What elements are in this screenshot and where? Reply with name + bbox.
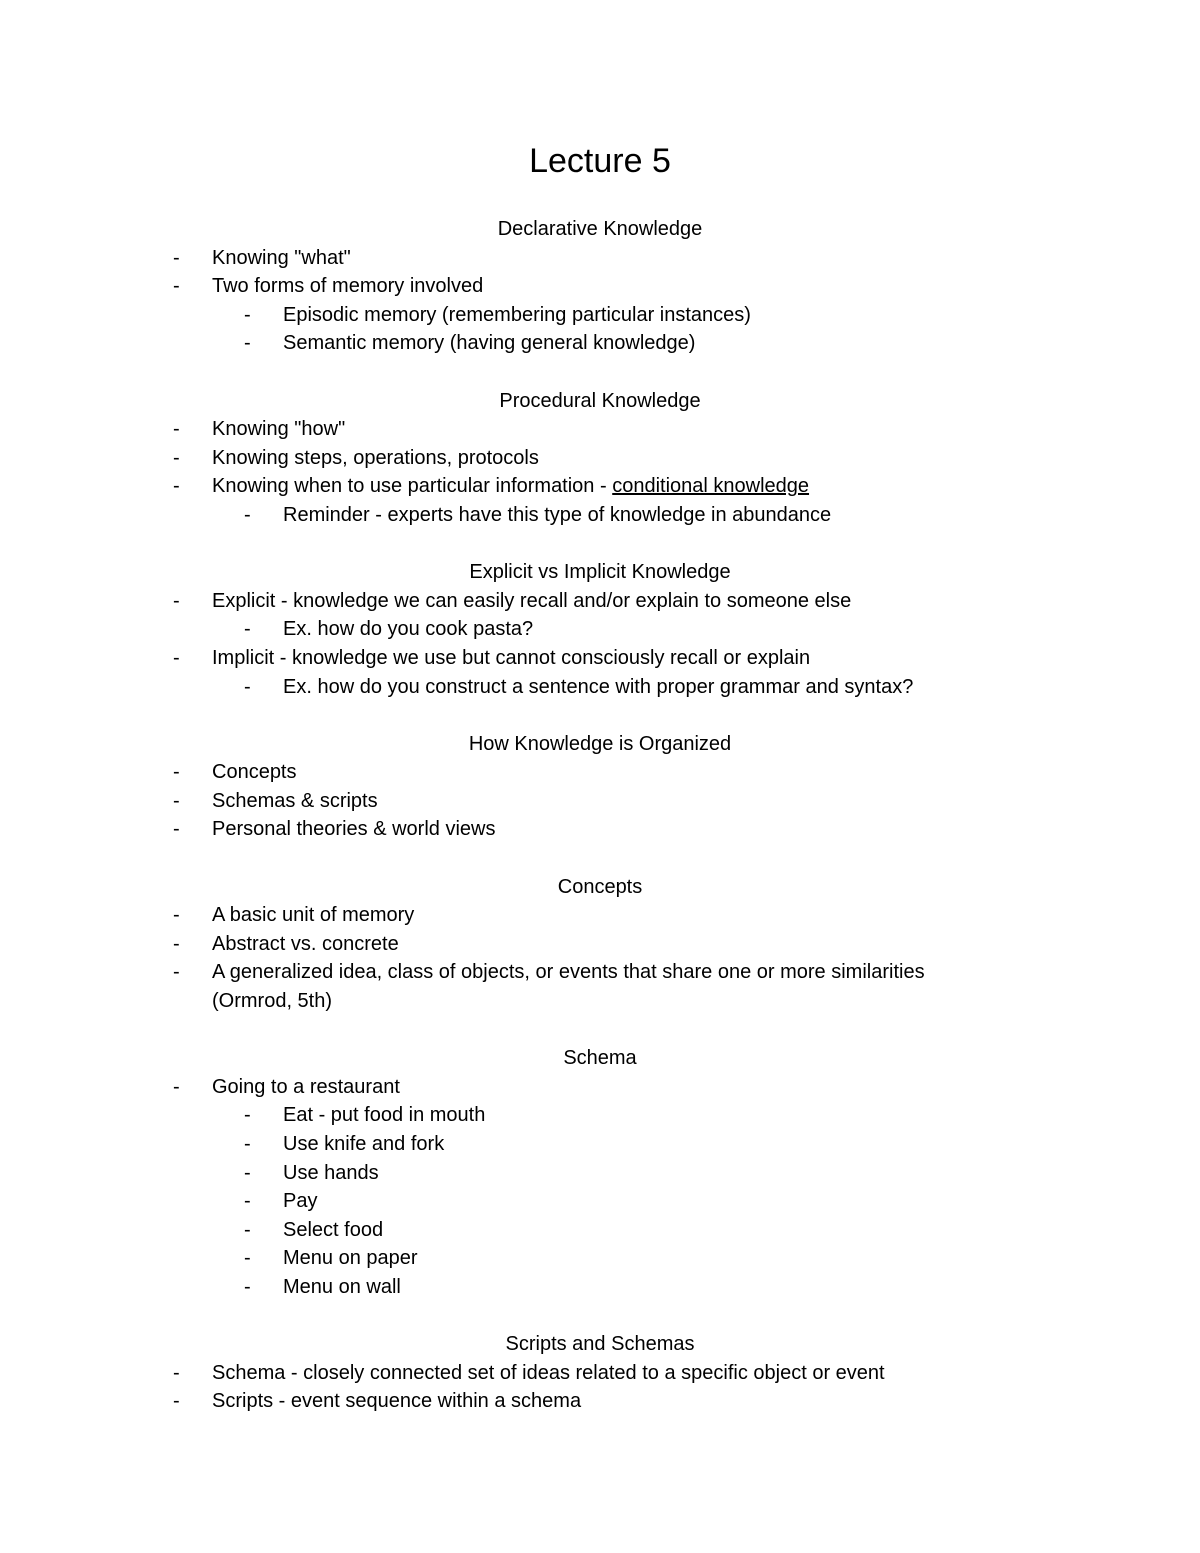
section-heading: Explicit vs Implicit Knowledge (469, 561, 731, 584)
section-heading: Scripts and Schemas (505, 1333, 695, 1356)
list-item-text: Going to a restaurant (212, 1075, 400, 1098)
list-item (0, 815, 1200, 844)
sub-list-item (0, 1130, 1200, 1159)
bullet-dash: - (173, 904, 180, 927)
bullet-dash: - (244, 1190, 251, 1213)
list-item-text: Eat - put food in mouth (283, 1104, 486, 1127)
bullet-dash: - (173, 589, 180, 612)
sub-list-item (0, 615, 1200, 644)
bullet-dash: - (244, 1247, 251, 1270)
list-item (0, 787, 1200, 816)
section-explicit-vs-implicit (0, 558, 1200, 701)
list-item (0, 244, 1200, 273)
list-item (0, 644, 1200, 673)
bullet-dash: - (173, 961, 180, 984)
bullet-dash: - (173, 246, 180, 269)
sub-list-item (0, 1244, 1200, 1273)
list-item-text: Two forms of memory involved (212, 275, 484, 298)
list-item-text: A generalized idea, class of objects, or events that share one or more similarities (Ormrod, 5th) (212, 961, 925, 1013)
list-item-text: Menu on wall (283, 1275, 401, 1298)
list-item (0, 415, 1200, 444)
list-item-text: Knowing "how" (212, 418, 346, 441)
sub-list-item (0, 673, 1200, 702)
bullet-dash: - (173, 275, 180, 298)
list-item (0, 930, 1200, 959)
list-item-text: Ex. how do you cook pasta? (283, 618, 534, 641)
bullet-dash: - (173, 646, 180, 669)
list-item (0, 1073, 1200, 1102)
page-title: Lecture 5 (529, 142, 671, 180)
list-item-text: Menu on paper (283, 1247, 418, 1270)
section-scripts-and-schemas (0, 1330, 1200, 1416)
bullet-dash: - (244, 1133, 251, 1155)
section-declarative-knowledge (0, 215, 1200, 358)
bullet-dash: - (173, 818, 180, 841)
bullet-dash: - (173, 1075, 180, 1098)
sub-list-item (0, 329, 1200, 358)
section-heading: Schema (563, 1047, 637, 1070)
sub-list-item (0, 1101, 1200, 1130)
bullet-dash: - (173, 789, 180, 812)
section-concepts (0, 873, 1200, 1016)
underlined-term: conditional knowledge (612, 475, 810, 498)
list-item-text: Semantic memory (having general knowledge) (283, 332, 696, 355)
sub-list-item (0, 501, 1200, 530)
list-item-text: Abstract vs. concrete (212, 932, 399, 955)
bullet-dash: - (173, 1390, 180, 1413)
list-item (0, 272, 1200, 301)
sub-list-item (0, 301, 1200, 330)
list-item-text: Reminder - experts have this type of knowledge in abundance (283, 503, 832, 526)
list-item-text: Explicit - knowledge we can easily recall and/or explain to someone else (212, 589, 852, 612)
list-item-text: Select food (283, 1218, 384, 1241)
list-item-text: Implicit - knowledge we use but cannot consciously recall or explain (212, 646, 811, 669)
section-heading: Declarative Knowledge (497, 218, 703, 240)
bullet-dash: - (244, 675, 251, 698)
section-schema (0, 1044, 1200, 1301)
document-body (0, 215, 1200, 1445)
list-item (0, 758, 1200, 787)
list-item (0, 901, 1200, 930)
bullet-dash: - (244, 1218, 251, 1241)
list-item-text: Pay (283, 1190, 318, 1213)
sub-list-item (0, 1159, 1200, 1188)
list-item-text: Use knife and fork (283, 1133, 445, 1155)
bullet-dash: - (173, 932, 180, 955)
bullet-dash: - (244, 332, 251, 355)
section-procedural-knowledge (0, 387, 1200, 530)
list-item-text: A basic unit of memory (212, 904, 415, 927)
bullet-dash: - (173, 1361, 180, 1384)
bullet-dash: - (173, 446, 180, 469)
section-heading: Procedural Knowledge (499, 389, 701, 412)
list-item-text: Concepts (212, 761, 297, 784)
section-heading: How Knowledge is Organized (468, 732, 732, 755)
list-item (0, 587, 1200, 616)
sub-list-item (0, 1187, 1200, 1216)
bullet-dash: - (244, 1275, 251, 1298)
list-item (0, 444, 1200, 473)
list-item (0, 472, 1200, 501)
list-item-text: Ex. how do you construct a sentence with proper grammar and syntax? (283, 675, 914, 698)
bullet-dash: - (244, 1161, 251, 1184)
list-item-text: Scripts - event sequence within a schema (212, 1390, 582, 1413)
bullet-dash: - (173, 418, 180, 441)
list-item (0, 958, 1002, 1015)
sub-list-item (0, 1273, 1200, 1302)
bullet-dash: - (244, 618, 251, 641)
list-item-text: Use hands (283, 1161, 379, 1184)
section-how-knowledge-is-organized (0, 730, 1200, 844)
list-item-text: Knowing when to use particular information - (212, 475, 613, 498)
list-item-text: Knowing "what" (212, 246, 351, 269)
bullet-dash: - (244, 503, 251, 526)
bullet-dash: - (173, 761, 180, 784)
sub-list-item (0, 1216, 1200, 1245)
list-item-text: Episodic memory (remembering particular instances) (283, 303, 751, 326)
list-item-text: Knowing steps, operations, protocols (212, 446, 539, 469)
list-item-text: Schema - closely connected set of ideas related to a specific object or event (212, 1361, 885, 1384)
bullet-dash: - (244, 1104, 251, 1127)
list-item (0, 1359, 1200, 1388)
list-item-text: Personal theories & world views (212, 818, 496, 841)
list-item (0, 1387, 1200, 1416)
bullet-dash: - (244, 303, 251, 326)
bullet-dash: - (173, 475, 180, 498)
list-item-text: Schemas & scripts (212, 789, 378, 812)
section-heading: Concepts (557, 875, 643, 898)
